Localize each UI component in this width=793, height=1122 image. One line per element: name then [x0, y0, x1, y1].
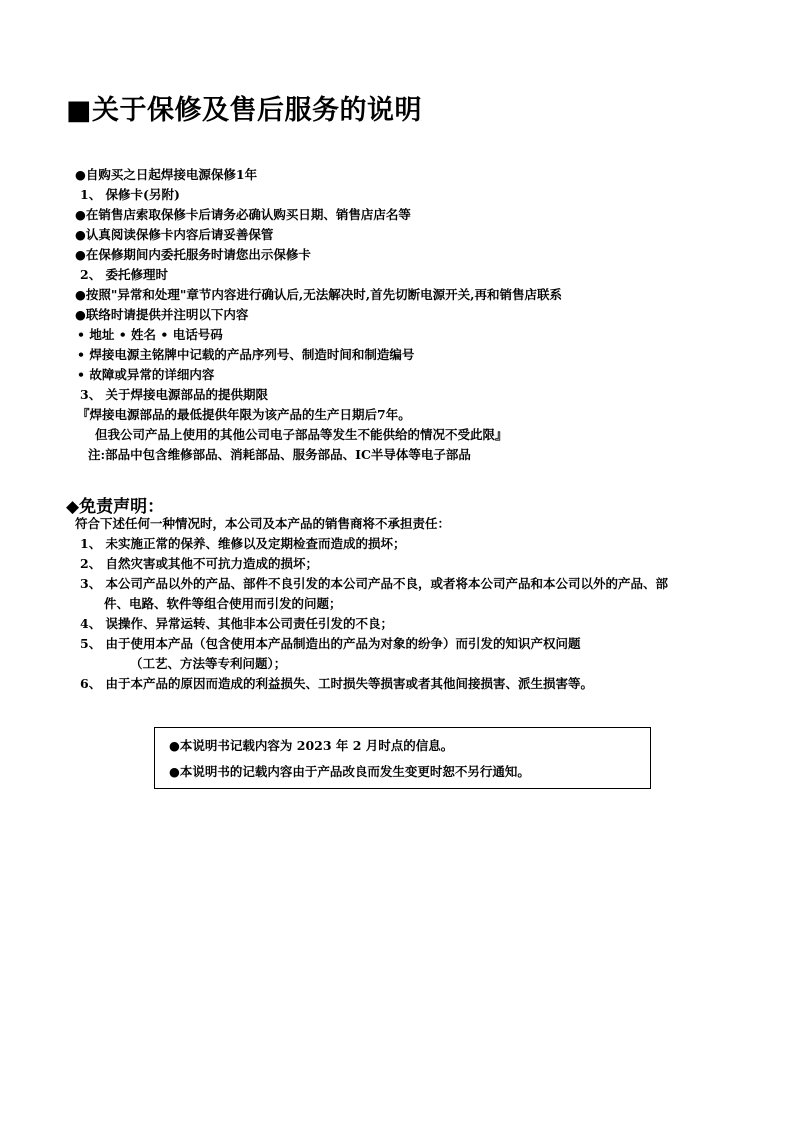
contact-info-bullet: • 焊接电源主铭牌中记载的产品序列号、制造时间和制造编号	[77, 347, 415, 362]
parts-supply-exception: 但我公司产品上使用的其他公司电子部品等发生不能供给的情况不受此限』	[95, 427, 508, 442]
warranty-line: ●联络时请提供并注明以下内容	[75, 307, 249, 322]
warranty-item-1-heading: 1、 保修卡(另附)	[80, 187, 180, 202]
warranty-period: ●自购买之日起焊接电源保修1年	[75, 167, 258, 182]
notice-box	[154, 727, 651, 789]
page-title: ■关于保修及售后服务的说明	[66, 95, 423, 126]
warranty-line: ●认真阅读保修卡内容后请妥善保管	[75, 227, 274, 242]
disclaimer-item: 3、 本公司产品以外的产品、部件不良引发的本公司产品不良，或者将本公司产品和本公司以外的产品、部	[80, 576, 669, 591]
notice-date: ●本说明书记载内容为 2023 年 2 月时点的信息。	[169, 738, 454, 753]
parts-note: 注:部品中包含维修部品、消耗部品、服务部品、IC半导体等电子部品	[88, 447, 471, 462]
warranty-item-2-heading: 2、 委托修理时	[80, 267, 169, 282]
contact-info-bullet: • 地址 • 姓名 • 电话号码	[77, 327, 223, 342]
warranty-line: ●按照"异常和处理"章节内容进行确认后,无法解决时,首先切断电源开关,再和销售店联系	[75, 287, 562, 302]
contact-info-bullet: • 故障或异常的详细内容	[77, 367, 215, 382]
warranty-line: ●在保修期间内委托服务时请您出示保修卡	[75, 247, 311, 262]
disclaimer-title: ◆免责声明：	[66, 497, 165, 517]
disclaimer-item: 6、 由于本产品的原因而造成的利益损失、工时损失等损害或者其他间接损害、派生损害等。	[80, 676, 594, 691]
disclaimer-item-continuation: （工艺、方法等专利问题）；	[130, 656, 287, 671]
warranty-item-3-heading: 3、 关于焊接电源部品的提供期限	[80, 387, 269, 402]
disclaimer-intro: 符合下述任何一种情况时，本公司及本产品的销售商将不承担责任：	[75, 516, 451, 531]
disclaimer-item-continuation: 件、电路、软件等组合使用而引发的问题；	[104, 596, 342, 611]
parts-supply-period: 『焊接电源部品的最低提供年限为该产品的生产日期后7年。	[77, 407, 411, 422]
warranty-line: ●在销售店索取保修卡后请务必确认购买日期、销售店店名等	[75, 207, 411, 222]
disclaimer-item: 2、 自然灾害或其他不可抗力造成的损坏；	[80, 556, 319, 571]
disclaimer-item: 1、 未实施正常的保养、维修以及定期检查而造成的损坏；	[80, 536, 406, 551]
disclaimer-item: 5、 由于使用本产品（包含使用本产品制造出的产品为对象的纷争）而引发的知识产权问题	[80, 636, 581, 651]
disclaimer-item: 4、 误操作、异常运转、其他非本公司责任引发的不良；	[80, 616, 394, 631]
notice-change: ●本说明书的记载内容由于产品改良而发生变更时恕不另行通知。	[169, 764, 530, 779]
